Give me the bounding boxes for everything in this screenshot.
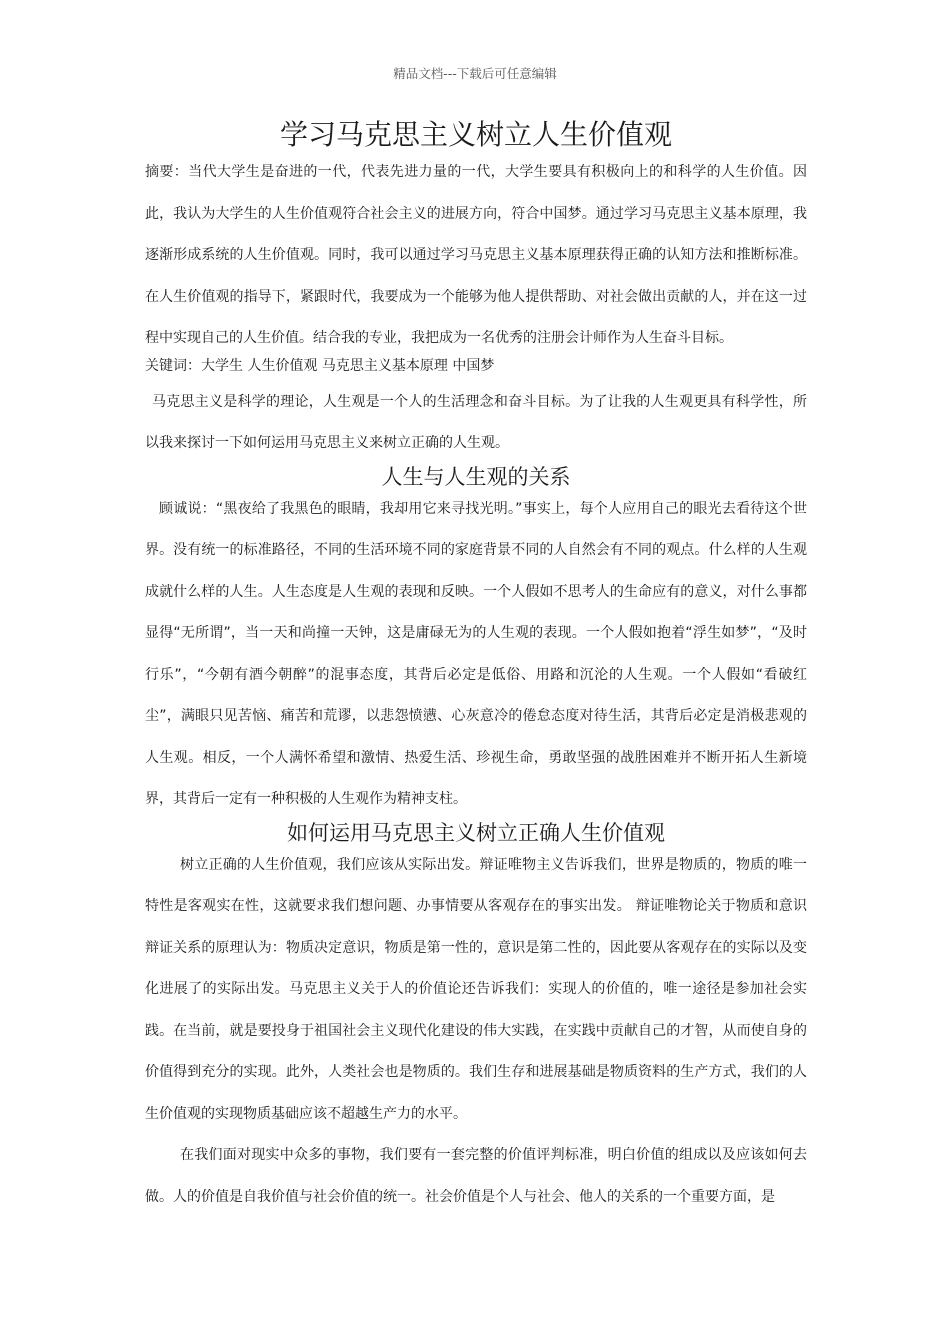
keywords-line: 关键词：大学生 人生价值观 马克思主义基本原理 中国梦 [145, 357, 495, 374]
header-note: 精品文档---下载后可任意编辑 [393, 66, 557, 81]
section2-paragraph-1: 树立正确的人生价值观，我们应该从实际出发。辩证唯物主义告诉我们，世界是物质的，物质的唯一特性是客观实在性，这就要求我们想问题、办事情要从客观存在的事实出发。 辩证唯物论关于物质和意识辩证关系的原理认为：物质决定意识，物质是第一性的，意识是第二性的，因此要从客观存在的实际以及变化进展了的实际出发。马克思主义关于人的价值论还告诉我们：实现人的价值的，唯一途径是参加社会实践。在当前，就是要投身于祖国社会主义现代化建设的伟大实践，在实践中贡献自己的才智，从而使自身的价值得到充分的实现。此外，人类社会也是物质的。我们生存和进展基础是物质资料的生产方式，我们的人生价值观的实现物质基础应该不超越生产力的水平。 [145, 856, 807, 1122]
section2-paragraph-2: 在我们面对现实中众多的事物，我们要有一套完整的价值评判标准，明白价值的组成以及应该如何去做。人的价值是自我价值与社会价值的统一。社会价值是个人与社会、他人的关系的一个重要方面，是 [145, 1147, 807, 1205]
document-body [145, 118, 807, 1218]
intro-paragraph: 马克思主义是科学的理论，人生观是一个人的生活理念和奋斗目标。为了让我的人生观更具有科学性，所以我来探讨一下如何运用马克思主义来树立正确的人生观。 [145, 393, 807, 451]
section1-paragraph: 顾诚说：“黑夜给了我黑色的眼睛，我却用它来寻找光明。”事实上，每个人应用自己的眼光去看待这个世界。没有统一的标准路径，不同的生活环境不同的家庭背景不同的人自然会有不同的观点。什么样的人生观成就什么样的人生。人生态度是人生观的表现和反映。一个人假如不思考人的生命应有的意义，对什么事都显得“无所谓”，当一天和尚撞一天钟，这是庸碌无为的人生观的表现。一个人假如抱着“浮生如梦”，“及时行乐”，“今朝有酒今朝醉”的混事态度，其背后必定是低俗、用路和沉沦的人生观。一个人假如“看破红尘”，满眼只见苦恼、痛苦和荒谬，以悲怨愤懑、心灰意冷的倦怠态度对待生活，其背后必定是消极悲观的人生观。相反，一个人满怀希望和激情、热爱生活、珍视生命，勇敢坚强的战胜困难并不断开拓人生新境界，其背后一定有一种积极的人生观作为精神支柱。 [145, 500, 807, 807]
section-heading-marxism-values: 如何运用马克思主义树立正确人生价值观 [287, 820, 665, 845]
document-title: 学习马克思主义树立人生价值观 [279, 118, 672, 151]
abstract-paragraph: 摘要：当代大学生是奋进的一代，代表先进力量的一代，大学生要具有积极向上的和科学的人生价值。因此，我认为大学生的人生价值观符合社会主义的进展方向，符合中国梦。通过学习马克思主义基本原理，我逐渐形成系统的人生价值观。同时，我可以通过学习马克思主义基本原理获得正确的认知方法和推断标准。在人生价值观的指导下，紧跟时代，我要成为一个能够为他人提供帮助、对社会做出贡献的人，并在这一过程中实现自己的人生价值。结合我的专业，我把成为一名优秀的注册会计师作为人生奋斗目标。 [145, 164, 807, 346]
section-heading-life-and-outlook: 人生与人生观的关系 [381, 464, 571, 489]
